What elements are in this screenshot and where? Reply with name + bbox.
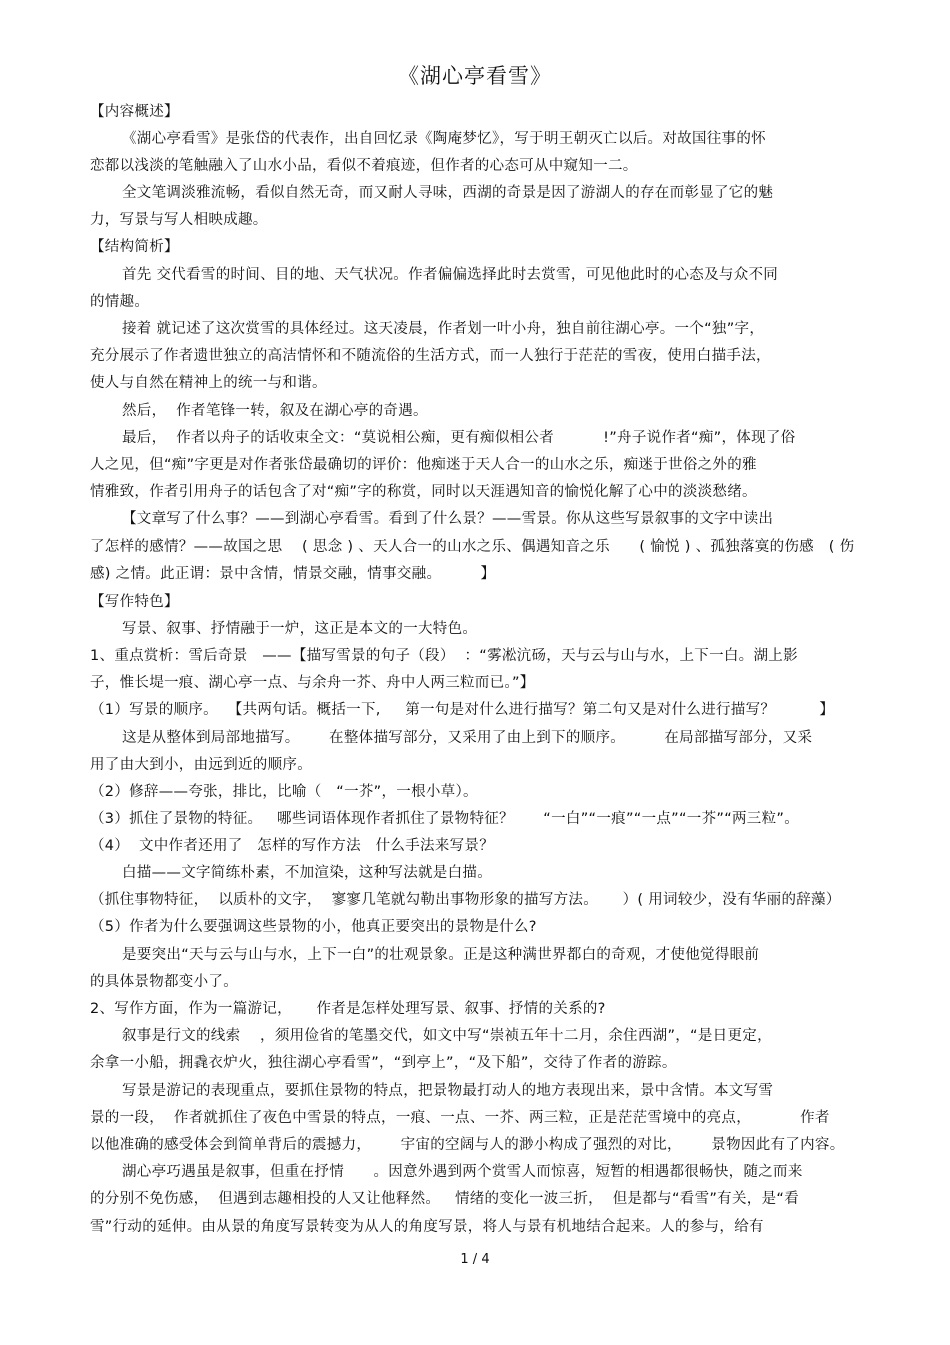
paragraph-line: 叙事是行文的线索 ，须用俭省的笔墨交代，如文中写“崇祯五年十二月，余住西湖”，“是日更定，	[122, 1028, 772, 1044]
paragraph-line: 白描——文字简练朴素，不加渲染，这种写法就是白描。	[122, 865, 492, 881]
paragraph-line: （4） 文中作者还用了 怎样的写作方法 什么手法来写景？	[90, 838, 494, 854]
paragraph-line: 使人与自然在精神上的统一与和谐。	[90, 375, 327, 391]
paragraph-line: （5）作者为什么要强调这些景物的小，他真正要突出的景物是什么?	[90, 919, 537, 935]
paragraph-line: 2、写作方面，作为一篇游记， 作者是怎样处理写景、叙事、抒情的关系的?	[90, 1001, 606, 1017]
paragraph-line: 人之见，但“痴”字更是对作者张岱最确切的评价：他痴迷于天人合一的山水之乐，痴迷于世俗之外的雅	[90, 457, 757, 473]
paragraph-line: 写景、叙事、抒情融于一炉，这正是本文的一大特色。	[122, 621, 478, 637]
paragraph-line: 写景是游记的表现重点，要抓住景物的特点，把景物最打动人的地方表现出来，景中含情。本文写雪	[122, 1083, 774, 1099]
paragraph-line: 恋都以浅淡的笔触融入了山水小品，看似不着痕迹，但作者的心态可从中窥知一二。	[90, 158, 638, 174]
paragraph-line: 《湖心亭看雪》是张岱的代表作，出自回忆录《陶庵梦忆》，写于明王朝灭亡以后。对故国往事的怀	[122, 131, 766, 147]
paragraph-line: 首先 交代看雪的时间、目的地、天气状况。作者偏偏选择此时去赏雪，可见他此时的心态及与众不同	[122, 267, 779, 283]
document-title: 《湖心亭看雪》	[398, 64, 552, 88]
paragraph-line: 最后， 作者以舟子的话收束全文：“莫说相公痴，更有痴似相公者 !”舟子说作者“痴”，体现了俗	[122, 430, 796, 446]
paragraph-line: 然后， 作者笔锋一转，叙及在湖心亭的奇遇。	[122, 403, 428, 419]
paragraph-line: 雪”行动的延伸。由从景的角度写景转变为从人的角度写景，将人与景有机地结合起来。人的参与，给有	[90, 1219, 764, 1235]
section-heading-features: 【写作特色】	[90, 594, 179, 610]
paragraph-line: 感) 之情。此正谓：景中含情，情景交融，情事交融。 】	[90, 566, 496, 582]
paragraph-line: 力，写景与写人相映成趣。	[90, 212, 268, 228]
paragraph-line: 余拿一小船，拥毳衣炉火，独往湖心亭看雪”，“到亭上”，“及下船”，交待了作者的游踪。	[90, 1055, 677, 1071]
paragraph-line: 【文章写了什么事？——到湖心亭看雪。看到了什么景？——雪景。你从这些写景叙事的文字中读出	[122, 511, 774, 527]
paragraph-line: （2）修辞——夸张，排比，比喻（ “一芥”，一根小草）。	[90, 784, 478, 800]
paragraph-line: 1、重点赏析：雪后奇景 ——【描写雪景的句子（段） ：“雾凇沆砀，天与云与山与水，上下一白。湖上影	[90, 648, 798, 664]
paragraph-line: 全文笔调淡雅流畅，看似自然无奇，而又耐人寻味，西湖的奇景是因了游湖人的存在而彰显了它的魅	[122, 185, 774, 201]
paragraph-line: 子，惟长堤一痕、湖心亭一点、与余舟一芥、舟中人两三粒而已。”】	[90, 675, 535, 691]
paragraph-line: 接着 就记述了这次赏雪的具体经过。这天凌晨，作者划一叶小舟，独自前往湖心亭。一个“独”字，	[122, 321, 765, 337]
section-heading-structure: 【结构简析】	[90, 239, 179, 255]
paragraph-line: （3）抓住了景物的特征。 哪些词语体现作者抓住了景物特征？ “一白”“一痕”“一点”“一芥”“两三粒”。	[90, 811, 800, 827]
paragraph-line: 的分别不免伤感， 但遇到志趣相投的人又让他释然。 情绪的变化一波三折， 但是都与“看雪”有关，是“看	[90, 1191, 799, 1207]
paragraph-line: 的情趣。	[90, 294, 150, 310]
paragraph-line: 的具体景物都变小了。	[90, 974, 238, 990]
paragraph-line: 是要突出“天与云与山与水，上下一白”的壮观景象。正是这种满世界都白的奇观，才使他觉得眼前	[122, 947, 760, 963]
page-number: 1 / 4	[460, 1252, 490, 1267]
section-heading-summary: 【内容概述】	[90, 104, 179, 120]
paragraph-line: 用了由大到小，由远到近的顺序。	[90, 757, 312, 773]
paragraph-line: （1）写景的顺序。 【共两句话。概括一下, 第一句是对什么进行描写？第二句又是对什么进行描写？ 】	[90, 702, 835, 718]
paragraph-line: 了怎样的感情？——故国之思 ( 思念 ) 、天人合一的山水之乐、偶遇知音之乐 ( 愉悦 ) 、孤独落寞的伤感 ( 伤	[90, 539, 855, 555]
paragraph-line: 湖心亭巧遇虽是叙事，但重在抒情 。因意外遇到两个赏雪人而惊喜，短暂的相遇都很畅快，随之而来	[122, 1164, 803, 1180]
paragraph-line: 以他准确的感受体会到简单背后的震撼力， 宇宙的空阔与人的渺小构成了强烈的对比， 景物因此有了内容。	[90, 1137, 845, 1153]
paragraph-line: 情雅致，作者引用舟子的话包含了对“痴”字的称赏，同时以天涯遇知音的愉悦化解了心中的淡淡愁绪。	[90, 484, 757, 500]
paragraph-line: （抓住事物特征， 以质朴的文字， 寥寥几笔就勾勒出事物形象的描写方法。 ）( 用词较少，没有华丽的辞藻）	[90, 892, 841, 908]
paragraph-line: 充分展示了作者遗世独立的高洁情怀和不随流俗的生活方式，而一人独行于茫茫的雪夜，使用白描手法，	[90, 348, 771, 364]
paragraph-line: 景的一段， 作者就抓住了夜色中雪景的特点，一痕、一点、一芥、两三粒，正是茫茫雪境中的亮点， 作者	[90, 1110, 830, 1126]
paragraph-line: 这是从整体到局部地描写。 在整体描写部分，又采用了由上到下的顺序。 在局部描写部分，又采	[122, 730, 813, 746]
